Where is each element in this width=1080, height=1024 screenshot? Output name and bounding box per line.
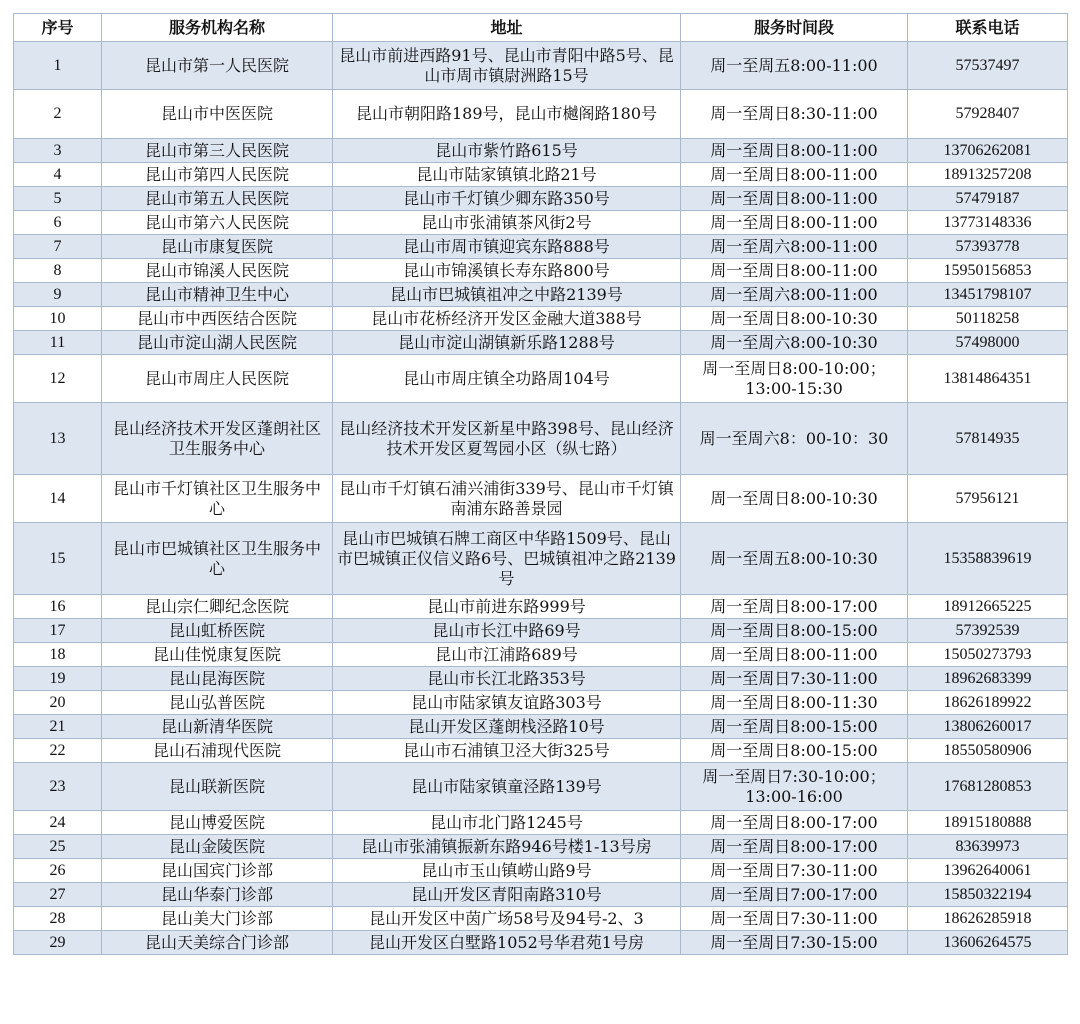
institution-name: 昆山国宾门诊部: [102, 859, 333, 883]
service-hours: 周一至周日7:30-11:00: [681, 907, 908, 931]
address: 昆山市陆家镇镇北路21号: [333, 163, 681, 187]
institution-name: 昆山市精神卫生中心: [102, 283, 333, 307]
row-index: 21: [14, 715, 102, 739]
service-hours: 周一至周日8:00-11:00: [681, 643, 908, 667]
row-index: 29: [14, 931, 102, 955]
institution-name: 昆山佳悦康复医院: [102, 643, 333, 667]
header-index: 序号: [14, 14, 102, 42]
phone: 57956121: [908, 475, 1068, 523]
row-index: 10: [14, 307, 102, 331]
phone: 13773148336: [908, 211, 1068, 235]
institution-name: 昆山市巴城镇社区卫生服务中心: [102, 523, 333, 595]
phone: 18915180888: [908, 811, 1068, 835]
institution-name: 昆山市淀山湖人民医院: [102, 331, 333, 355]
service-hours: 周一至周日8:00-11:00: [681, 139, 908, 163]
service-hours: 周一至周日8:00-15:00: [681, 619, 908, 643]
table-row: [14, 931, 1068, 955]
service-institution-table: [13, 13, 1068, 955]
phone: 15850322194: [908, 883, 1068, 907]
address: 昆山市北门路1245号: [333, 811, 681, 835]
header-phone: 联系电话: [908, 14, 1068, 42]
row-index: 8: [14, 259, 102, 283]
phone: 13606264575: [908, 931, 1068, 955]
phone: 13814864351: [908, 355, 1068, 403]
table-row: [14, 595, 1068, 619]
address: 昆山市巴城镇石牌工商区中华路1509号、昆山市巴城镇正仪信义路6号、巴城镇祖冲之路2139号: [333, 523, 681, 595]
phone: 57928407: [908, 90, 1068, 139]
table-row: [14, 90, 1068, 139]
table-row: [14, 211, 1068, 235]
phone: 18962683399: [908, 667, 1068, 691]
service-hours: 周一至周日7:30-11:00: [681, 667, 908, 691]
address: 昆山市前进东路999号: [333, 595, 681, 619]
row-index: 26: [14, 859, 102, 883]
phone: 13806260017: [908, 715, 1068, 739]
institution-name: 昆山市第六人民医院: [102, 211, 333, 235]
table-body: [14, 42, 1068, 955]
phone: 15050273793: [908, 643, 1068, 667]
address: 昆山市陆家镇童泾路139号: [333, 763, 681, 811]
institution-name: 昆山市第一人民医院: [102, 42, 333, 90]
institution-name: 昆山联新医院: [102, 763, 333, 811]
table-row: [14, 163, 1068, 187]
institution-name: 昆山新清华医院: [102, 715, 333, 739]
phone: 18626189922: [908, 691, 1068, 715]
header-row: [14, 14, 1068, 42]
row-index: 24: [14, 811, 102, 835]
address: 昆山市朝阳路189号，昆山市樾阁路180号: [333, 90, 681, 139]
service-hours: 周一至周日7:00-17:00: [681, 883, 908, 907]
row-index: 15: [14, 523, 102, 595]
address: 昆山市长江中路69号: [333, 619, 681, 643]
phone: 13706262081: [908, 139, 1068, 163]
header-service-hours: 服务时间段: [681, 14, 908, 42]
service-hours: 周一至周日8:00-15:00: [681, 715, 908, 739]
service-hours: 周一至周五8:00-11:00: [681, 42, 908, 90]
address: 昆山市陆家镇友谊路303号: [333, 691, 681, 715]
address: 昆山开发区白墅路1052号华君苑1号房: [333, 931, 681, 955]
address: 昆山市周庄镇全功路周104号: [333, 355, 681, 403]
table-row: [14, 739, 1068, 763]
table-row: [14, 763, 1068, 811]
table-row: [14, 883, 1068, 907]
address: 昆山市张浦镇振新东路946号楼1-13号房: [333, 835, 681, 859]
row-index: 16: [14, 595, 102, 619]
address: 昆山市锦溪镇长寿东路800号: [333, 259, 681, 283]
phone: 15950156853: [908, 259, 1068, 283]
address: 昆山市张浦镇茶风街2号: [333, 211, 681, 235]
institution-name: 昆山弘普医院: [102, 691, 333, 715]
address: 昆山市千灯镇石浦兴浦街339号、昆山市千灯镇南浦东路善景园: [333, 475, 681, 523]
institution-name: 昆山市锦溪人民医院: [102, 259, 333, 283]
address: 昆山开发区青阳南路310号: [333, 883, 681, 907]
service-hours: 周一至周日7:30-15:00: [681, 931, 908, 955]
address: 昆山市紫竹路615号: [333, 139, 681, 163]
row-index: 2: [14, 90, 102, 139]
service-hours: 周一至周日8:00-11:30: [681, 691, 908, 715]
row-index: 19: [14, 667, 102, 691]
phone: 50118258: [908, 307, 1068, 331]
phone: 15358839619: [908, 523, 1068, 595]
service-hours: 周一至周日8:00-17:00: [681, 811, 908, 835]
service-hours: 周一至周日7:30-10:00；13:00-16:00: [681, 763, 908, 811]
institution-name: 昆山美大门诊部: [102, 907, 333, 931]
phone: 83639973: [908, 835, 1068, 859]
row-index: 20: [14, 691, 102, 715]
service-hours: 周一至周六8:00-11:00: [681, 235, 908, 259]
row-index: 23: [14, 763, 102, 811]
row-index: 18: [14, 643, 102, 667]
address: 昆山开发区蓬朗栈泾路10号: [333, 715, 681, 739]
table-row: [14, 42, 1068, 90]
institution-name: 昆山市周庄人民医院: [102, 355, 333, 403]
row-index: 13: [14, 403, 102, 475]
row-index: 3: [14, 139, 102, 163]
row-index: 5: [14, 187, 102, 211]
address: 昆山经济技术开发区新星中路398号、昆山经济技术开发区夏驾园小区（纵七路）: [333, 403, 681, 475]
phone: 57392539: [908, 619, 1068, 643]
service-hours: 周一至周日8:00-11:00: [681, 163, 908, 187]
phone: 57498000: [908, 331, 1068, 355]
institution-name: 昆山宗仁卿纪念医院: [102, 595, 333, 619]
address: 昆山市长江北路353号: [333, 667, 681, 691]
institution-name: 昆山天美综合门诊部: [102, 931, 333, 955]
table-row: [14, 283, 1068, 307]
phone: 17681280853: [908, 763, 1068, 811]
table-row: [14, 403, 1068, 475]
table-row: [14, 811, 1068, 835]
address: 昆山市玉山镇崂山路9号: [333, 859, 681, 883]
header-institution-name: 服务机构名称: [102, 14, 333, 42]
institution-name: 昆山市康复医院: [102, 235, 333, 259]
row-index: 12: [14, 355, 102, 403]
service-hours: 周一至周日8:00-10:30: [681, 307, 908, 331]
service-hours: 周一至周五8:00-10:30: [681, 523, 908, 595]
table-row: [14, 691, 1068, 715]
address: 昆山市花桥经济开发区金融大道388号: [333, 307, 681, 331]
service-hours: 周一至周六8:00-11:00: [681, 283, 908, 307]
institution-name: 昆山华泰门诊部: [102, 883, 333, 907]
service-hours: 周一至周日8:00-17:00: [681, 595, 908, 619]
row-index: 9: [14, 283, 102, 307]
table-row: [14, 619, 1068, 643]
row-index: 4: [14, 163, 102, 187]
institution-name: 昆山虹桥医院: [102, 619, 333, 643]
row-index: 14: [14, 475, 102, 523]
row-index: 11: [14, 331, 102, 355]
table-row: [14, 307, 1068, 331]
institution-name: 昆山经济技术开发区蓬朗社区卫生服务中心: [102, 403, 333, 475]
institution-name: 昆山金陵医院: [102, 835, 333, 859]
address: 昆山市前进西路91号、昆山市青阳中路5号、昆山市周市镇尉洲路15号: [333, 42, 681, 90]
service-hours: 周一至周日8:00-10:30: [681, 475, 908, 523]
table-row: [14, 643, 1068, 667]
table-row: [14, 859, 1068, 883]
phone: 18912665225: [908, 595, 1068, 619]
service-hours: 周一至周日8:00-15:00: [681, 739, 908, 763]
phone: 57479187: [908, 187, 1068, 211]
table-row: [14, 835, 1068, 859]
address: 昆山开发区中茵广场58号及94号-2、3: [333, 907, 681, 931]
service-hours: 周一至周日8:00-17:00: [681, 835, 908, 859]
row-index: 25: [14, 835, 102, 859]
service-hours: 周一至周日8:00-11:00: [681, 259, 908, 283]
phone: 18550580906: [908, 739, 1068, 763]
phone: 57814935: [908, 403, 1068, 475]
address: 昆山市巴城镇祖冲之中路2139号: [333, 283, 681, 307]
service-hours: 周一至周日8:30-11:00: [681, 90, 908, 139]
phone: 18626285918: [908, 907, 1068, 931]
table-row: [14, 259, 1068, 283]
institution-name: 昆山昆海医院: [102, 667, 333, 691]
institution-name: 昆山市中医医院: [102, 90, 333, 139]
institution-name: 昆山市第四人民医院: [102, 163, 333, 187]
institution-name: 昆山市第五人民医院: [102, 187, 333, 211]
table-header: [14, 14, 1068, 42]
table-row: [14, 715, 1068, 739]
table-row: [14, 235, 1068, 259]
phone: 13451798107: [908, 283, 1068, 307]
institution-name: 昆山石浦现代医院: [102, 739, 333, 763]
table-row: [14, 139, 1068, 163]
institution-name: 昆山市第三人民医院: [102, 139, 333, 163]
table-row: [14, 355, 1068, 403]
row-index: 7: [14, 235, 102, 259]
table-row: [14, 475, 1068, 523]
institution-name: 昆山市千灯镇社区卫生服务中心: [102, 475, 333, 523]
service-hours: 周一至周六8:00-10:30: [681, 331, 908, 355]
table-row: [14, 187, 1068, 211]
row-index: 22: [14, 739, 102, 763]
service-hours: 周一至周日7:30-11:00: [681, 859, 908, 883]
address: 昆山市千灯镇少卿东路350号: [333, 187, 681, 211]
service-hours: 周一至周日8:00-11:00: [681, 211, 908, 235]
address: 昆山市石浦镇卫泾大街325号: [333, 739, 681, 763]
service-hours: 周一至周日8:00-11:00: [681, 187, 908, 211]
institution-name: 昆山市中西医结合医院: [102, 307, 333, 331]
address: 昆山市周市镇迎宾东路888号: [333, 235, 681, 259]
row-index: 17: [14, 619, 102, 643]
table-row: [14, 331, 1068, 355]
table-row: [14, 907, 1068, 931]
row-index: 6: [14, 211, 102, 235]
service-hours: 周一至周六8：00-10：30: [681, 403, 908, 475]
table-row: [14, 523, 1068, 595]
row-index: 1: [14, 42, 102, 90]
phone: 57393778: [908, 235, 1068, 259]
address: 昆山市江浦路689号: [333, 643, 681, 667]
phone: 57537497: [908, 42, 1068, 90]
phone: 18913257208: [908, 163, 1068, 187]
table-row: [14, 667, 1068, 691]
header-address: 地址: [333, 14, 681, 42]
row-index: 27: [14, 883, 102, 907]
row-index: 28: [14, 907, 102, 931]
service-hours: 周一至周日8:00-10:00；13:00-15:30: [681, 355, 908, 403]
phone: 13962640061: [908, 859, 1068, 883]
institution-name: 昆山博爱医院: [102, 811, 333, 835]
address: 昆山市淀山湖镇新乐路1288号: [333, 331, 681, 355]
